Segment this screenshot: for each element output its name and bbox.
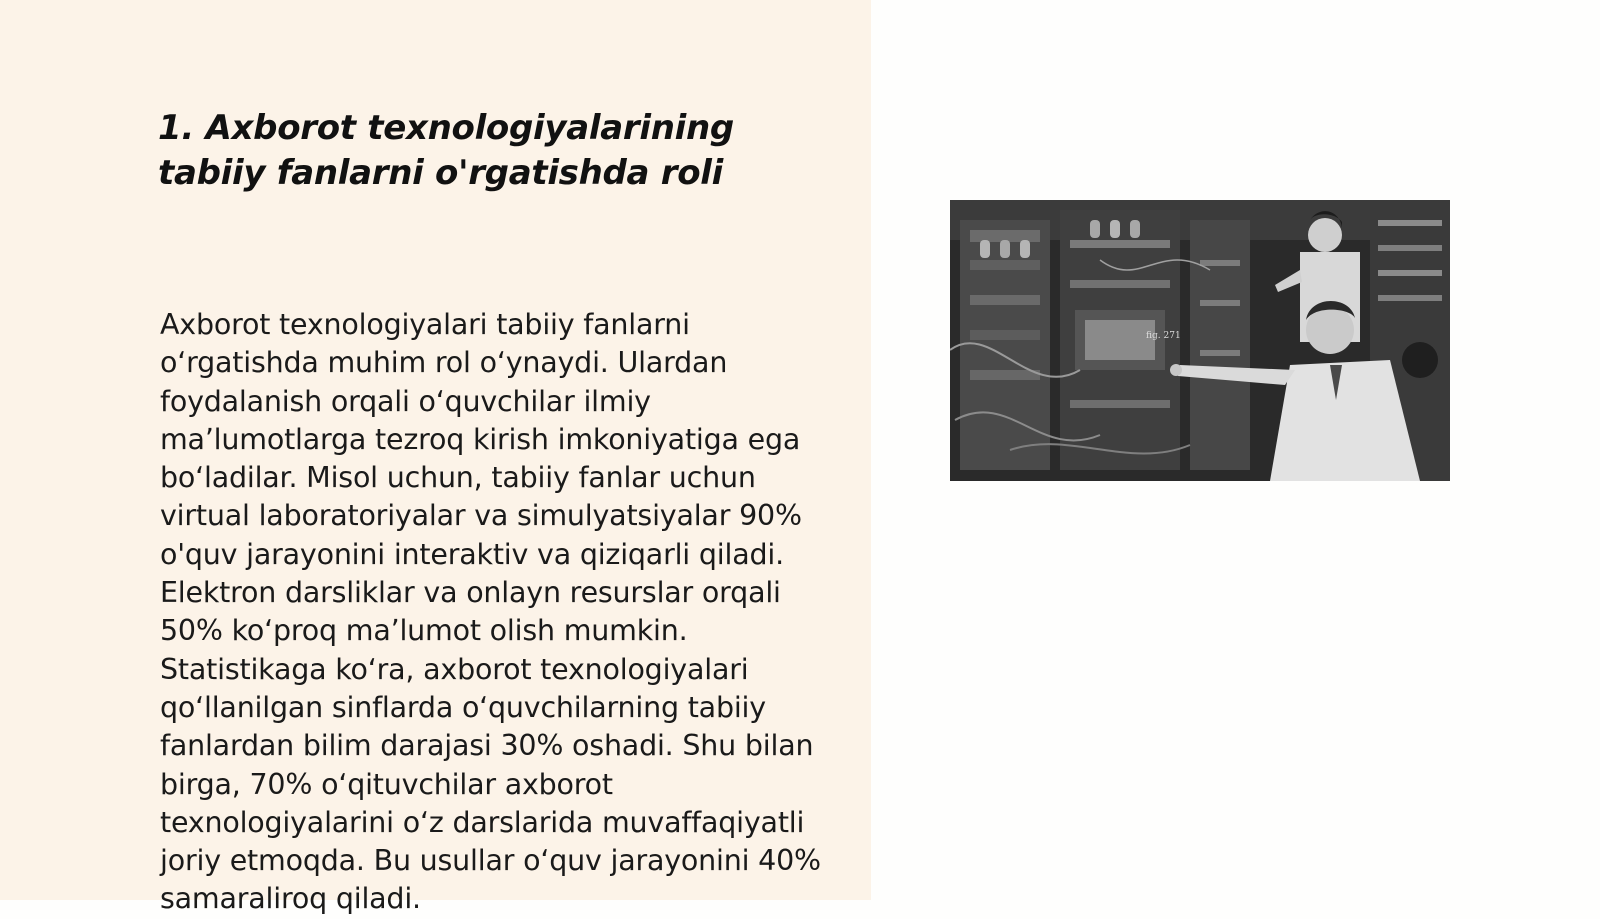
slide-body-text: Axborot texnologiyalari tabiiy fanlarni oʻrgatishda muhim rol oʻynaydi. Ulardan foydalanish orqali oʻquvchilar ilmiy maʼlumotlarga tezroq kirish imkoniyatiga ega boʻladilar. Misol uchun, tabiiy fanlar uchun virtual laboratoriyalar va simulyatsiyalar 90% o'quv jarayonini interaktiv va qiziqarli qiladi. Elektron darsliklar va onlayn resurslar orqali 50% koʻproq maʼlumot olish mumkin. Statistikaga koʻra, axborot texnologiyalari qoʻllanilgan sinflarda oʻquvchilarning tabiiy fanlardan bilim darajasi 30% oshadi. Shu bilan birga, 70% oʻqituvchilar axborot texnologiyalarini oʻz darslarida muvaffaqiyatli joriy etmoqda. Bu usullar oʻquv jarayonini 40% samaraliroq qiladi. (160, 308, 821, 916)
slide-title: 1. Axborot texnologiyalarining tabiiy fanlarni o'rgatishda roli (158, 108, 734, 193)
vintage-lab-photo (950, 200, 1450, 481)
photo-caption: fig. 271 (1146, 331, 1181, 341)
